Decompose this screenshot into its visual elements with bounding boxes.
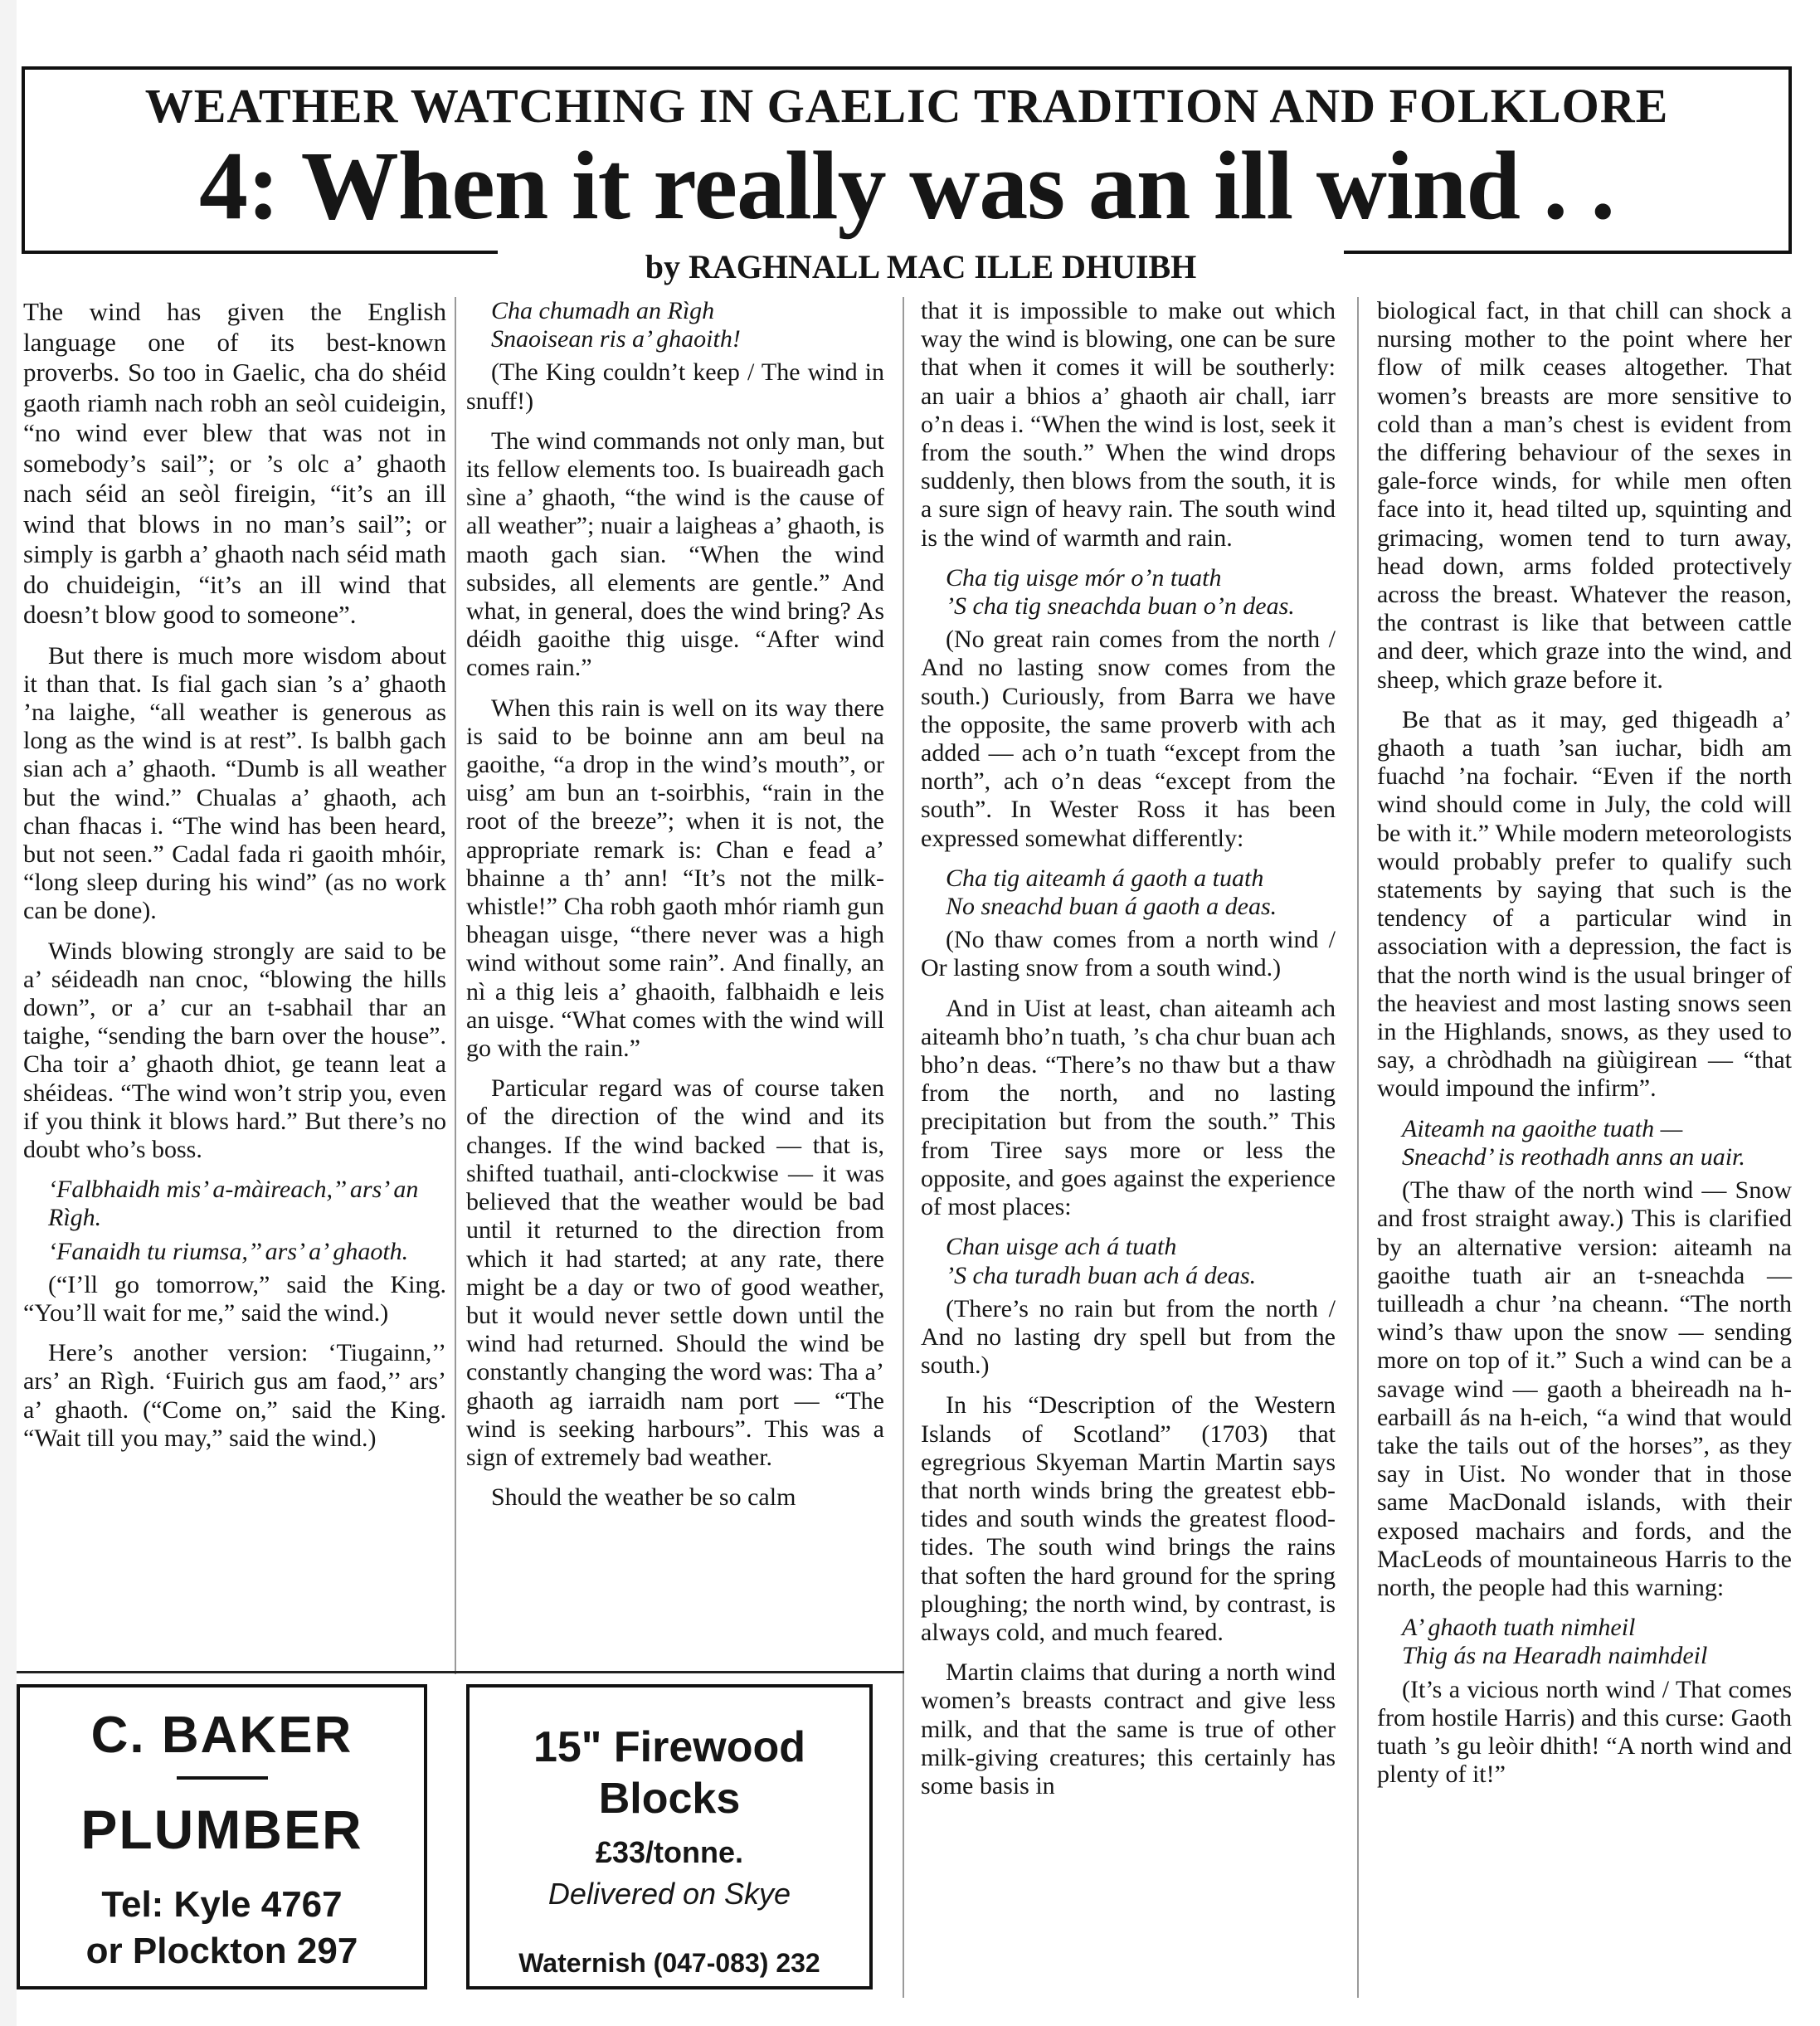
verse-line: Cha tig aiteamh á gaoth a tuath [946, 864, 1264, 892]
headline-box [22, 66, 1792, 254]
paragraph: that it is impossible to make out which way the wind is blowing, one can be sure that when it comes it will be southerly: an uair a bhios a’ ghaoth air chall, iarr o’n deas i. “When the wind is lost, seek it from the south.” When the wind drops suddenly, then blows from the south, it is a sure sign of heavy rain. The south wind is the wind of warmth and rain. [921, 297, 1336, 552]
verse-line: Sneachd’ is reothadh anns an uair. [1402, 1142, 1745, 1171]
paragraph: (There’s no rain but from the north / And no lasting dry spell but from the south.) [921, 1294, 1336, 1380]
verse-line: Cha tig uisge mór o’n tuath [946, 563, 1222, 592]
article-column-2 [466, 297, 884, 1523]
article-column-1 [23, 297, 446, 1464]
article-column-3 [921, 297, 1336, 1812]
paragraph: biological fact, in that chill can shock a nursing mother to the point where her flow of milk ceases altogether. That women’s breasts are more sensitive to cold than a man’s chest is evident from the differing behaviour of the sexes in gale-force winds, for while men often face into it, head tilted up, squinting and grimacing, women tend to turn away, head down, arms folded protectively across the breast. Whatever the reason, the contrast is like that between cattle and deer, which graze into the wind, and sheep, which graze before it. [1377, 297, 1792, 694]
paragraph: (It’s a vicious north wind / That comes from hostile Harris) and this curse: Gaoth tuath ’s gu leòir dhith! “A north wind and plenty of it!” [1377, 1675, 1792, 1789]
firewood-advert [466, 1684, 873, 1989]
paragraph: (No thaw comes from a north wind / Or lasting snow from a south wind.) [921, 926, 1336, 982]
paragraph: (“I’ll go tomorrow,” said the King. “You’ll wait for me,” said the wind.) [23, 1270, 446, 1327]
ads-divider-rule [17, 1671, 904, 1673]
paragraph: The wind has given the English language one of its best-known proverbs. So too in Gaelic, cha do shéid gaoth riamh nach robh an seòl cuideigin, “no wind ever blew that was not in somebody’s sail”; or ’s olc a’ ghaoth nach séid an seòl fireigin, “it’s an ill wind that blows in no man’s sail”; or simply is garbh a’ ghaoth nach séid math do chuideigin, “it’s an ill wind that doesn’t blow good to someone”. [23, 297, 446, 629]
paragraph: The wind commands not only man, but its fellow elements too. Is buaireadh gach sìne a’ ghaoth, “the wind is the cause of all weather”; nuair a laigheas a’ ghaoth, is maoth gach sian. “When the wind subsides, all elements are gentle.” And what, in general, does the wind bring? As déidh gaoithe thig uisge. “After wind comes rain.” [466, 426, 884, 682]
verse-line: ’S cha turadh buan ach á deas. [946, 1261, 1257, 1289]
paragraph: In his “Description of the Western Islands of Scotland” (1703) that egregrious Skyeman Martin Martin says that north winds bring the greatest ebb-tides and south winds the greatest flood-tides. The south wind brings the rains that soften the hard ground for the spring ploughing; the north wind, by contrast, is always cold, and much feared. [921, 1391, 1336, 1646]
paragraph: When this rain is well on its way there is said to be boinne ann am beul na gaoithe, “a drop in the wind’s mouth”, or uisg’ am bun an t-soirbhis, “rain in the root of the breeze”; when it is not, the appropriate remark is: Chan e fead a’ bhainne a th’ ann! “It’s not the milk-whistle!” Cha robh gaoth mhór riamh gun bheagan uisge, “there never was a high wind without some rain”. And finally, an nì a thig leis a’ ghaoith, falbhaidh e leis an uisge. “What comes with the wind will go with the rain.” [466, 694, 884, 1063]
column-rule [455, 297, 456, 1674]
paragraph: Be that as it may, ged thigeadh a’ ghaoth a tuath ’san iuchar, bidh am fuachd ’na fochair. “Even if the north wind should come in July, the cold will be with it.” While modern meteorologists would probably prefer to qualify such statements by saying that such is the tendency of a particular wind in association with a depression, the fact is that the north wind is the usual bringer of the heaviest and most lasting snows seen in the Highlands, snows, as they used to say, a chròdhadh na giùigirean — “that would impound the infirm”. [1377, 705, 1792, 1103]
paragraph: (The thaw of the north wind — Snow and frost straight away.) This is clarified by an alternative version: aiteamh na gaoithe tuath air an t-sneachda — tuilleadh a chur ’na cheann. “The north wind’s thaw upon the snow — sending more on top of it.” Such a wind can be a savage wind — gaoth a bheireadh na h-earbaill ás na h-eich, “a wind that would take the tails out of the horses”, as they say in Uist. No wonder that in those same MacDonald islands, with their exposed machairs and fords, and the MacLeods of mountaineous Harris to the north, the people had this warning: [1377, 1176, 1792, 1601]
verse-line: ’S cha tig sneachda buan o’n deas. [946, 592, 1295, 621]
verse-line: Thig ás na Hearadh naimhdeil [1402, 1642, 1708, 1670]
advertiser-name: C. BAKER [90, 1707, 353, 1764]
paragraph: Should the weather be so calm [491, 1483, 796, 1512]
paragraph: (No great rain comes from the north / And no lasting snow comes from the south.) Curiously, from Barra we have the opposite, the same proverb with ach added — ach o’n tuath “except from the north”, ach o’n deas “except from the south”. In Wester Ross it has been expressed somewhat differently: [921, 626, 1336, 852]
paragraph: But there is much more wisdom about it than that. Is fial gach sian ’s a’ ghaoth ’na laighe, “all weather is generous as long as the wind is at rest”. Is balbh gach sian ach a’ ghaoth. “Dumb is all weather but the wind.” Chualas a’ ghaoth, ach chan fhacas i. “The wind has been heard, but not seen.” Cadal fada ri gaoith mhóir, “long sleep during his wind” (as no work can be done). [23, 641, 446, 925]
phone-primary: Tel: Kyle 4767 [101, 1884, 343, 1925]
phone-secondary: or Plockton 297 [85, 1931, 358, 1971]
advert-title: 15" Firewood [533, 1723, 806, 1771]
byline: by RAGHNALL MAC ILLE DHUIBH [498, 241, 1344, 294]
series-title: WEATHER WATCHING IN GAELIC TRADITION AND FOLKLORE [144, 79, 1669, 133]
paragraph: Winds blowing strongly are said to be a’ séideadh nan cnoc, “blowing the hills down”, or a’ cur an t-sabhail thar an taighe, “sending the barn over the house”. Cha toir a’ ghaoth dhiot, ge teann leat a shéideas. “The wind won’t strip you, even if you think it blows hard.” But there’s no doubt who’s boss. [23, 937, 446, 1163]
advert-delivery: Delivered on Skye [547, 1877, 791, 1911]
verse-line: Chan uisge ach á tuath [946, 1233, 1177, 1261]
verse-line: No sneachd buan á gaoth a deas. [946, 893, 1277, 921]
verse-line: ‘Fanaidh tu riumsa,’’ ars’ a’ ghaoth. [48, 1237, 409, 1265]
verse-line: ‘Falbhaidh mis’ a-màireach,’’ ars’ an Rìgh. [48, 1176, 419, 1232]
verse-line: Aiteamh na gaoithe tuath — [1402, 1114, 1683, 1142]
page-edge [0, 0, 17, 2026]
paragraph: And in Uist at least, chan aiteamh ach aiteamh bho’n tuath, ’s cha chur buan ach bho’n deas. “There’s no thaw but a thaw from the north, and no lasting precipitation but from the south.” This from Tiree says more or less the opposite, and goes against the experience of most places: [921, 994, 1336, 1221]
advert-price: £33/tonne. [595, 1835, 744, 1869]
advertiser-trade: PLUMBER [80, 1799, 363, 1860]
paragraph: Particular regard was of course taken of the direction of the wind and its changes. If the wind backed — that is, shifted tuathail, anti-clockwise — it was believed that the weather would be bad until it returned to the direction from which it had started; at any rate, there might be a day or two of good weather, but it would never settle down until the wind had returned. Should the wind be constantly changing the word was: Tha a’ ghaoth ag iarraidh nam port — “The wind is seeking harbours”. This was a sign of extremely bad weather. [466, 1074, 884, 1471]
verse-line: A’ ghaoth tuath nimheil [1402, 1614, 1636, 1642]
verse-line: Snaoisean ris a’ ghaoith! [491, 325, 741, 353]
advert-phone: Waternish (047-083) 232 [518, 1948, 820, 1978]
paragraph: (The King couldn’t keep / The wind in snuff!) [466, 358, 884, 415]
column-rule [1357, 297, 1359, 1998]
advert-divider [177, 1776, 268, 1780]
paragraph: Martin claims that during a north wind women’s breasts contract and give less milk, and that the same is true of other milk-giving creatures; this certainly has some basis in [921, 1658, 1336, 1800]
column-rule [903, 297, 904, 1998]
article-column-4 [1377, 297, 1792, 1800]
advert-title-line2: Blocks [598, 1775, 741, 1823]
article-headline: 4: When it really was an ill wind . . [199, 131, 1614, 240]
plumber-advert [17, 1684, 427, 1989]
paragraph: Here’s another version: ‘Tiugainn,’’ ars’ an Rìgh. ‘Fuirich gus am faod,’’ ars’ a’ ghaoth. (“Come on,” said the King. “Wait till you may,” said the wind.) [23, 1339, 446, 1452]
verse-line: Cha chumadh an Rìgh [491, 297, 715, 324]
